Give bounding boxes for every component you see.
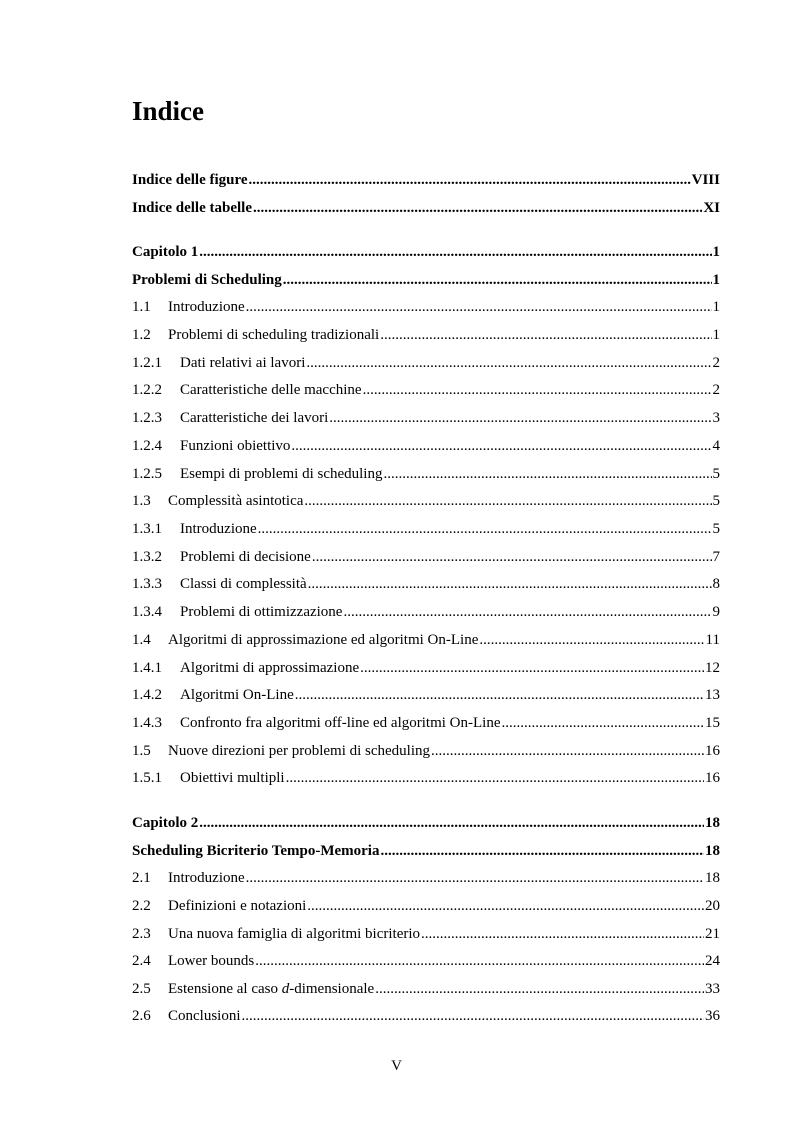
dot-leader — [363, 380, 712, 400]
dot-leader — [312, 547, 712, 567]
toc-entry-title: Indice delle tabelle — [132, 200, 252, 216]
toc-entry-number: 1.2 — [132, 327, 151, 343]
toc-entry-page: 1 — [712, 327, 720, 343]
toc-entry-number: 1.3.3 — [132, 576, 162, 592]
dot-leader — [343, 602, 711, 622]
toc-entry-page: 18 — [705, 843, 720, 859]
toc-entry-title: Capitolo 2 — [132, 815, 199, 831]
dot-leader — [421, 924, 704, 944]
toc-entry[interactable] — [132, 768, 720, 788]
dot-leader — [308, 574, 712, 594]
toc-entry-title: Esempi di problemi di scheduling — [180, 466, 383, 482]
toc-entry-number: 1.5.1 — [132, 770, 162, 786]
toc-entry-page: VIII — [691, 172, 720, 188]
toc-entry-page: 9 — [712, 604, 720, 620]
toc-entry-number: 1.2.1 — [132, 355, 162, 371]
toc-entry-title: Algoritmi di approssimazione ed algoritmi On-Line — [168, 632, 479, 648]
toc-entry[interactable] — [132, 951, 720, 971]
toc-entry-page: 8 — [712, 576, 720, 592]
toc-entry-page: 12 — [705, 660, 720, 676]
toc-entry-page: 16 — [705, 743, 720, 759]
toc-entry-title: Scheduling Bicriterio Tempo-Memoria — [132, 843, 380, 859]
toc-entry-title: Problemi di Scheduling — [132, 272, 282, 288]
toc-entry[interactable] — [132, 896, 720, 916]
dot-leader — [380, 841, 704, 861]
toc-entry-title: Obiettivi multipli — [180, 770, 285, 786]
toc-entry-title: Confronto fra algoritmi off-line ed algoritmi On-Line — [180, 715, 501, 731]
toc-entry-title: Definizioni e notazioni — [168, 898, 307, 914]
toc-entry-page: 33 — [705, 981, 720, 997]
toc-entry[interactable] — [132, 491, 720, 511]
toc-entry-title: Problemi di ottimizzazione — [180, 604, 343, 620]
toc-entry-number: 2.1 — [132, 870, 151, 886]
toc-entry-page: 24 — [705, 953, 720, 969]
toc-entry[interactable] — [132, 242, 720, 262]
toc-entry[interactable] — [132, 979, 720, 999]
toc-entry-number: 1.4.1 — [132, 660, 162, 676]
toc-entry[interactable] — [132, 547, 720, 567]
dot-leader — [329, 408, 711, 428]
toc-entry[interactable] — [132, 464, 720, 484]
toc-entry-title: Algoritmi di approssimazione — [180, 660, 360, 676]
page-title: Indice — [132, 96, 205, 126]
toc-entry-page: 3 — [712, 410, 720, 426]
toc-entry[interactable] — [132, 380, 720, 400]
toc-entry-title: Introduzione — [168, 870, 245, 886]
toc-entry[interactable] — [132, 574, 720, 594]
toc-entry-number: 1.3 — [132, 493, 151, 509]
toc-entry-title: Conclusioni — [168, 1008, 241, 1024]
toc-entry-page: 1 — [712, 299, 720, 315]
toc-entry-page: 5 — [712, 466, 720, 482]
toc-entry-page: 2 — [712, 355, 720, 371]
page-number: V — [391, 1058, 402, 1074]
toc-entry-page: 4 — [712, 438, 720, 454]
toc-entry-title: Una nuova famiglia di algoritmi bicriterio — [168, 926, 421, 942]
toc-entry-page: 7 — [712, 549, 720, 565]
dot-leader — [199, 813, 704, 833]
toc-entry-page: 21 — [705, 926, 720, 942]
toc-entry-title: Dati relativi ai lavori — [180, 355, 306, 371]
toc-entry-number: 1.3.2 — [132, 549, 162, 565]
dot-leader — [255, 951, 704, 971]
table-of-contents — [132, 0, 720, 1123]
toc-entry-page: 1 — [712, 272, 720, 288]
toc-entry-title: Problemi di scheduling tradizionali — [168, 327, 380, 343]
toc-entry-number: 1.3.4 — [132, 604, 162, 620]
toc-entry[interactable] — [132, 602, 720, 622]
toc-entry-title: Algoritmi On-Line — [180, 687, 294, 703]
toc-entry[interactable] — [132, 325, 720, 345]
toc-entry[interactable] — [132, 270, 720, 290]
toc-entry[interactable] — [132, 658, 720, 678]
toc-entry[interactable] — [132, 436, 720, 456]
dot-leader — [295, 685, 704, 705]
toc-entry[interactable] — [132, 353, 720, 373]
toc-entry-page: 5 — [712, 493, 720, 509]
toc-entry-page: 15 — [705, 715, 720, 731]
dot-leader — [253, 198, 702, 218]
dot-leader — [246, 297, 712, 317]
dot-leader — [249, 170, 691, 190]
dot-leader — [304, 491, 711, 511]
toc-entry-page: 16 — [705, 770, 720, 786]
toc-entry-title: Caratteristiche delle macchine — [180, 382, 362, 398]
dot-leader — [286, 768, 704, 788]
dot-leader — [383, 464, 711, 484]
dot-leader — [479, 630, 704, 650]
dot-leader — [283, 270, 712, 290]
toc-entry-page: 5 — [712, 521, 720, 537]
toc-entry-page: XI — [703, 200, 720, 216]
toc-entry-page: 20 — [705, 898, 720, 914]
toc-entry[interactable] — [132, 170, 720, 190]
toc-entry-number: 1.1 — [132, 299, 151, 315]
toc-entry-number: 1.4.3 — [132, 715, 162, 731]
toc-entry[interactable] — [132, 198, 720, 218]
toc-entry[interactable] — [132, 408, 720, 428]
toc-entry-title: Introduzione — [180, 521, 257, 537]
dot-leader — [360, 658, 704, 678]
toc-entry-number: 2.3 — [132, 926, 151, 942]
toc-entry-page: 11 — [705, 632, 720, 648]
toc-entry-title: Nuove direzioni per problemi di scheduling — [168, 743, 431, 759]
toc-entry[interactable] — [132, 841, 720, 861]
toc-entry[interactable] — [132, 1006, 720, 1026]
toc-entry-number: 1.2.3 — [132, 410, 162, 426]
toc-entry-number: 1.4 — [132, 632, 151, 648]
dot-leader — [307, 896, 704, 916]
toc-entry-number: 1.2.5 — [132, 466, 162, 482]
toc-entry-number: 1.2.2 — [132, 382, 162, 398]
toc-entry-title: Funzioni obiettivo — [180, 438, 291, 454]
toc-entry-number: 2.4 — [132, 953, 151, 969]
toc-entry[interactable] — [132, 685, 720, 705]
dot-leader — [199, 242, 711, 262]
toc-entry-number: 2.6 — [132, 1008, 151, 1024]
toc-entry-page: 13 — [705, 687, 720, 703]
toc-entry[interactable] — [132, 713, 720, 733]
dot-leader — [375, 979, 704, 999]
dot-leader — [258, 519, 712, 539]
toc-entry-number: 2.5 — [132, 981, 151, 997]
toc-entry-number: 2.2 — [132, 898, 151, 914]
dot-leader — [501, 713, 704, 733]
dot-leader — [246, 868, 704, 888]
toc-entry-title: Indice delle figure — [132, 172, 248, 188]
toc-entry[interactable] — [132, 868, 720, 888]
toc-entry-page: 36 — [705, 1008, 720, 1024]
dot-leader — [291, 436, 711, 456]
toc-entry[interactable] — [132, 297, 720, 317]
toc-entry-title: Estensione al caso d-dimensionale — [168, 981, 375, 997]
dot-leader — [380, 325, 711, 345]
dot-leader — [431, 741, 704, 761]
toc-entry-title: Complessità asintotica — [168, 493, 304, 509]
toc-entry-title: Caratteristiche dei lavori — [180, 410, 329, 426]
toc-entry-title: Problemi di decisione — [180, 549, 311, 565]
toc-entry-page: 18 — [705, 870, 720, 886]
toc-entry-title: Lower bounds — [168, 953, 255, 969]
toc-entry-page: 2 — [712, 382, 720, 398]
toc-entry[interactable] — [132, 813, 720, 833]
toc-entry[interactable] — [132, 924, 720, 944]
dot-leader — [306, 353, 711, 373]
dot-leader — [242, 1006, 704, 1026]
toc-entry-page: 1 — [712, 244, 720, 260]
toc-entry-number: 1.5 — [132, 743, 151, 759]
toc-entry[interactable] — [132, 630, 720, 650]
toc-entry-title: Capitolo 1 — [132, 244, 199, 260]
toc-entry-number: 1.3.1 — [132, 521, 162, 537]
toc-entry-title: Classi di complessità — [180, 576, 307, 592]
toc-entry[interactable] — [132, 519, 720, 539]
toc-entry[interactable] — [132, 741, 720, 761]
toc-entry-page: 18 — [705, 815, 720, 831]
toc-entry-number: 1.4.2 — [132, 687, 162, 703]
toc-entry-number: 1.2.4 — [132, 438, 162, 454]
toc-entry-title: Introduzione — [168, 299, 245, 315]
